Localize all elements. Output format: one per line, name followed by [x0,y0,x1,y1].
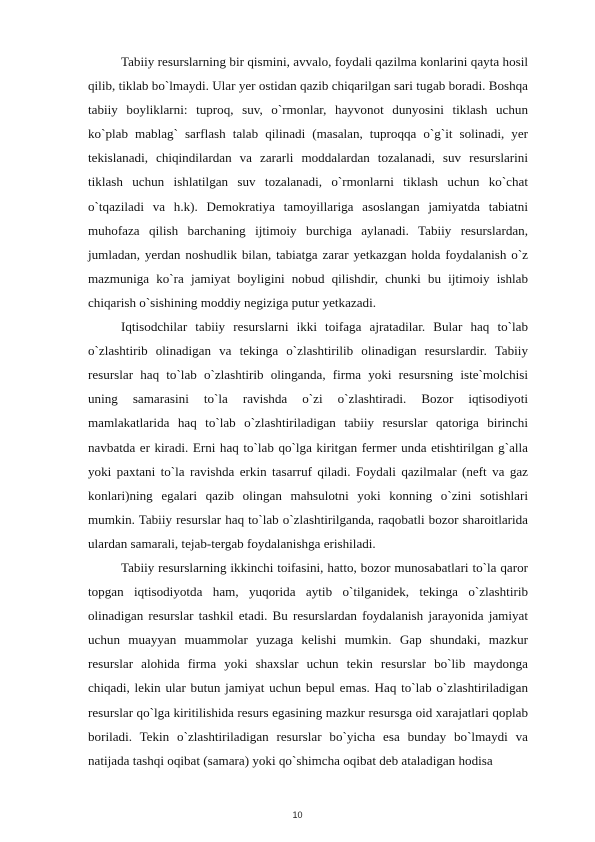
paragraph-free-resources: Tabiiy resurslarning ikkinchi toifasini, hatto, bozor munosabatlari to`la qaror topgan iqtisodiyotda ham, yuqorida aytib o`tilganidek, tekinga o`zlashtirib olinadigan resurslar tashkil etadi. Bu resurslardan foydalanish jarayonida jamiyat uchun muayyan muammolar yuzaga kelishi mumkin. Gap shundaki, mazkur resurslar alohida firma yoki shaxslar uchun tekin resurslar bo`lib maydonga chiqadi, lekin ular butun jamiyat uchun bepul emas. Haq to`lab o`zlashtiriladigan resurslar qo`lga kiritilishida resurs egasining mazkur resursga oid xarajatlari qoplab boriladi. Tekin o`zlashtiriladigan resurslar bo`yicha esa bunday bo`lmaydi va natijada tashqi oqibat (samara) yoki qo`shimcha oqibat deb ataladigan hodisa [88,559,528,768]
paragraph-natural-resources: Tabiiy resurslarning bir qismini, avvalo, foydali qazilma konlarini qayta hosil qilib, tiklab bo`lmaydi. Ular yer ostidan qazib chiqarilgan sari tugab boradi. Boshqa tabiiy boyliklarni: tuproq, suv, o`rmonlar, hayvonot dunyosini tiklash uchun ko`plab mablag` sarflash talab qilinadi (masalan, tuproqqa o`g`it solinadi, yer tekislanadi, chiqindilardan va zararli moddalardan tozalanadi, suv resurslarini tiklash uchun ishlatilgan suv tozalanadi, o`rmonlarni tiklash uchun ko`chat o`tqaziladi va h.k). Demokratiya tamoyillariga asoslangan jamiyatda tabiatni muhofaza qilish barchaning ijtimoiy burchiga aylanadi. Tabiiy resurslardan, jumladan, yerdan noshudlik bilan, tabiatga zarar yetkazgan holda foydalanish o`z mazmuniga ko`ra jamiyat boyligini nobud qilishdir, chunki bu ijtimoiy ishlab chiqarish o`sishining moddiy negiziga putur yetkazadi. [88,54,528,310]
page-number: 10 [292,810,303,820]
paragraph-resource-categories: Iqtisodchilar tabiiy resurslarni ikki toifaga ajratadilar. Bular haq to`lab o`zlashtirib olinadigan va tekinga o`zlashtirilib olinadigan resurslardir. Tabiiy resurslar haq to`lab o`zlashtirib olinganda, firma yoki resursning iste`molchisi uning samarasini to`la ravishda o`zi o`zlashtiradi. Bozor iqtisodiyoti mamlakatlarida haq to`lab o`zlashtiriladigan tabiiy resurslar qatoriga birinchi navbatda er kiradi. Erni haq to`lab qo`lga kiritgan fermer unda etishtirilgan g`alla yoki paxtani to`la ravishda erkin tasarruf qiladi. Foydali qazilmalar (neft va gaz konlari)ning egalari qazib olingan mahsulotni yoki konning o`zini sotishlari mumkin. Tabiiy resurslar haq to`lab o`zlashtirilganda, raqobatli bozor sharoitlarida ulardan samarali, tejab-tergab foydalanishga erishiladi. [88,319,528,551]
document-page [88,50,528,773]
